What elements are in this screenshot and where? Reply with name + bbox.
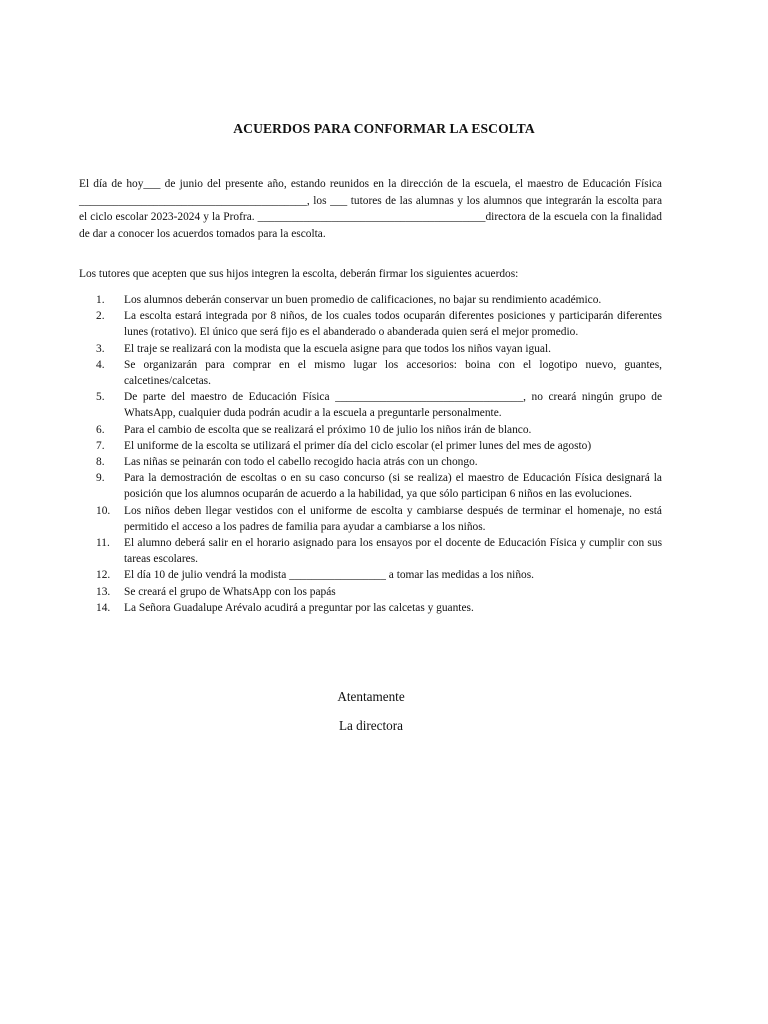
list-item-text: El traje se realizará con la modista que la escuela asigne para que todos los niños vayan igual. [124,342,551,355]
list-item [79,341,662,357]
list-item-text: Los alumnos deberán conservar un buen promedio de calificaciones, no bajar su rendimiento académico. [124,294,602,306]
intro-text: El día de hoy___ de junio del presente año, estando reunidos en la dirección de la escuela, el maestro de Educación Física ________________________________________, los ___ tutores de las alumnas y los alumnos que integrarán la escolta para el ciclo escolar 2023-2024 y la Profra. ________________________________________directora de la escuela con la finalidad de dar a conocer los acuerdos tomados para la escolta. [79,178,662,240]
list-item [79,535,662,567]
list-item-number: 9. [96,472,105,485]
list-item-text: La Señora Guadalupe Arévalo acudirá a preguntar por las calcetas y guantes. [124,601,474,614]
list-item [79,292,662,308]
list-item [79,470,662,502]
list-item-text: Para el cambio de escolta que se realizará el próximo 10 de julio los niños irán de blanco. [124,423,532,436]
list-item-number: 1. [96,294,105,306]
lead-paragraph: Los tutores que acepten que sus hijos integren la escolta, deberán firmar los siguientes acuerdos: [79,268,519,280]
list-item-text: De parte del maestro de Educación Física _________________________________, no creará ningún grupo de WhatsApp, cualquier duda podrán acudir a la escuela a preguntarle personalmente. [124,391,662,420]
list-item-number: 11. [96,537,110,550]
document-title: ACUERDOS PARA CONFORMAR LA ESCOLTA [233,121,535,136]
list-item [79,600,662,616]
list-item-number: 13. [96,585,111,598]
list-item [79,422,662,438]
list-item-text: Se organizarán para comprar en el mismo lugar los accesorios: boina con el logotipo nuevo, guantes, calcetines/calcetas. [124,358,662,388]
list-item [79,454,662,470]
list-item [79,357,662,389]
list-item-number: 5. [96,391,105,404]
list-item [79,503,662,535]
list-item [79,584,662,600]
list-item [79,389,662,421]
agreements-list [79,292,662,616]
list-item-text: El uniforme de la escolta se utilizará el primer día del ciclo escolar (el primer lunes del mes de agosto) [124,439,592,452]
list-item [79,567,662,583]
list-item-number: 4. [96,358,105,371]
list-item-text: El alumno deberá salir en el horario asignado para los ensayos por el docente de Educación Física y cumplir con sus tareas escolares. [124,537,662,566]
list-item-text: La escolta estará integrada por 8 niños, de los cuales todos ocuparán diferentes posiciones y participarán diferentes lunes (rotativo). El único que será fijo es el abanderado o abanderada quien será el mejor promedio. [124,310,662,339]
signature-line: La directora [338,718,404,733]
list-item-number: 2. [96,310,105,323]
list-item-number: 6. [96,423,105,436]
list-item-number: 12. [96,569,111,582]
list-item [79,438,662,454]
list-item [79,308,662,340]
intro-paragraph [79,176,662,242]
list-item-number: 10. [96,504,111,517]
list-item-number: 8. [96,456,105,469]
list-item-text: Se creará el grupo de WhatsApp con los papás [124,585,336,598]
list-item-number: 7. [96,439,105,452]
list-item-text: Los niños deben llegar vestidos con el uniforme de escolta y cambiarse después de terminar el homenaje, no está permitido el acceso a los padres de familia para ayudar a cambiarse a los niños. [124,504,662,533]
list-item-text: Para la demostración de escoltas o en su caso concurso (si se realiza) el maestro de Educación Física designará la posición que los alumnos ocuparán de acuerdo a la habilidad, ya que sólo participan 6 niños en las evoluciones. [124,472,662,501]
list-item-number: 3. [96,342,105,355]
list-item-text: Las niñas se peinarán con todo el cabello recogido hacia atrás con un chongo. [124,456,478,469]
list-item-text: El día 10 de julio vendrá la modista _________________ a tomar las medidas a los niños. [124,569,534,582]
list-item-number: 14. [96,601,111,614]
closing-text: Atentamente [337,689,405,704]
